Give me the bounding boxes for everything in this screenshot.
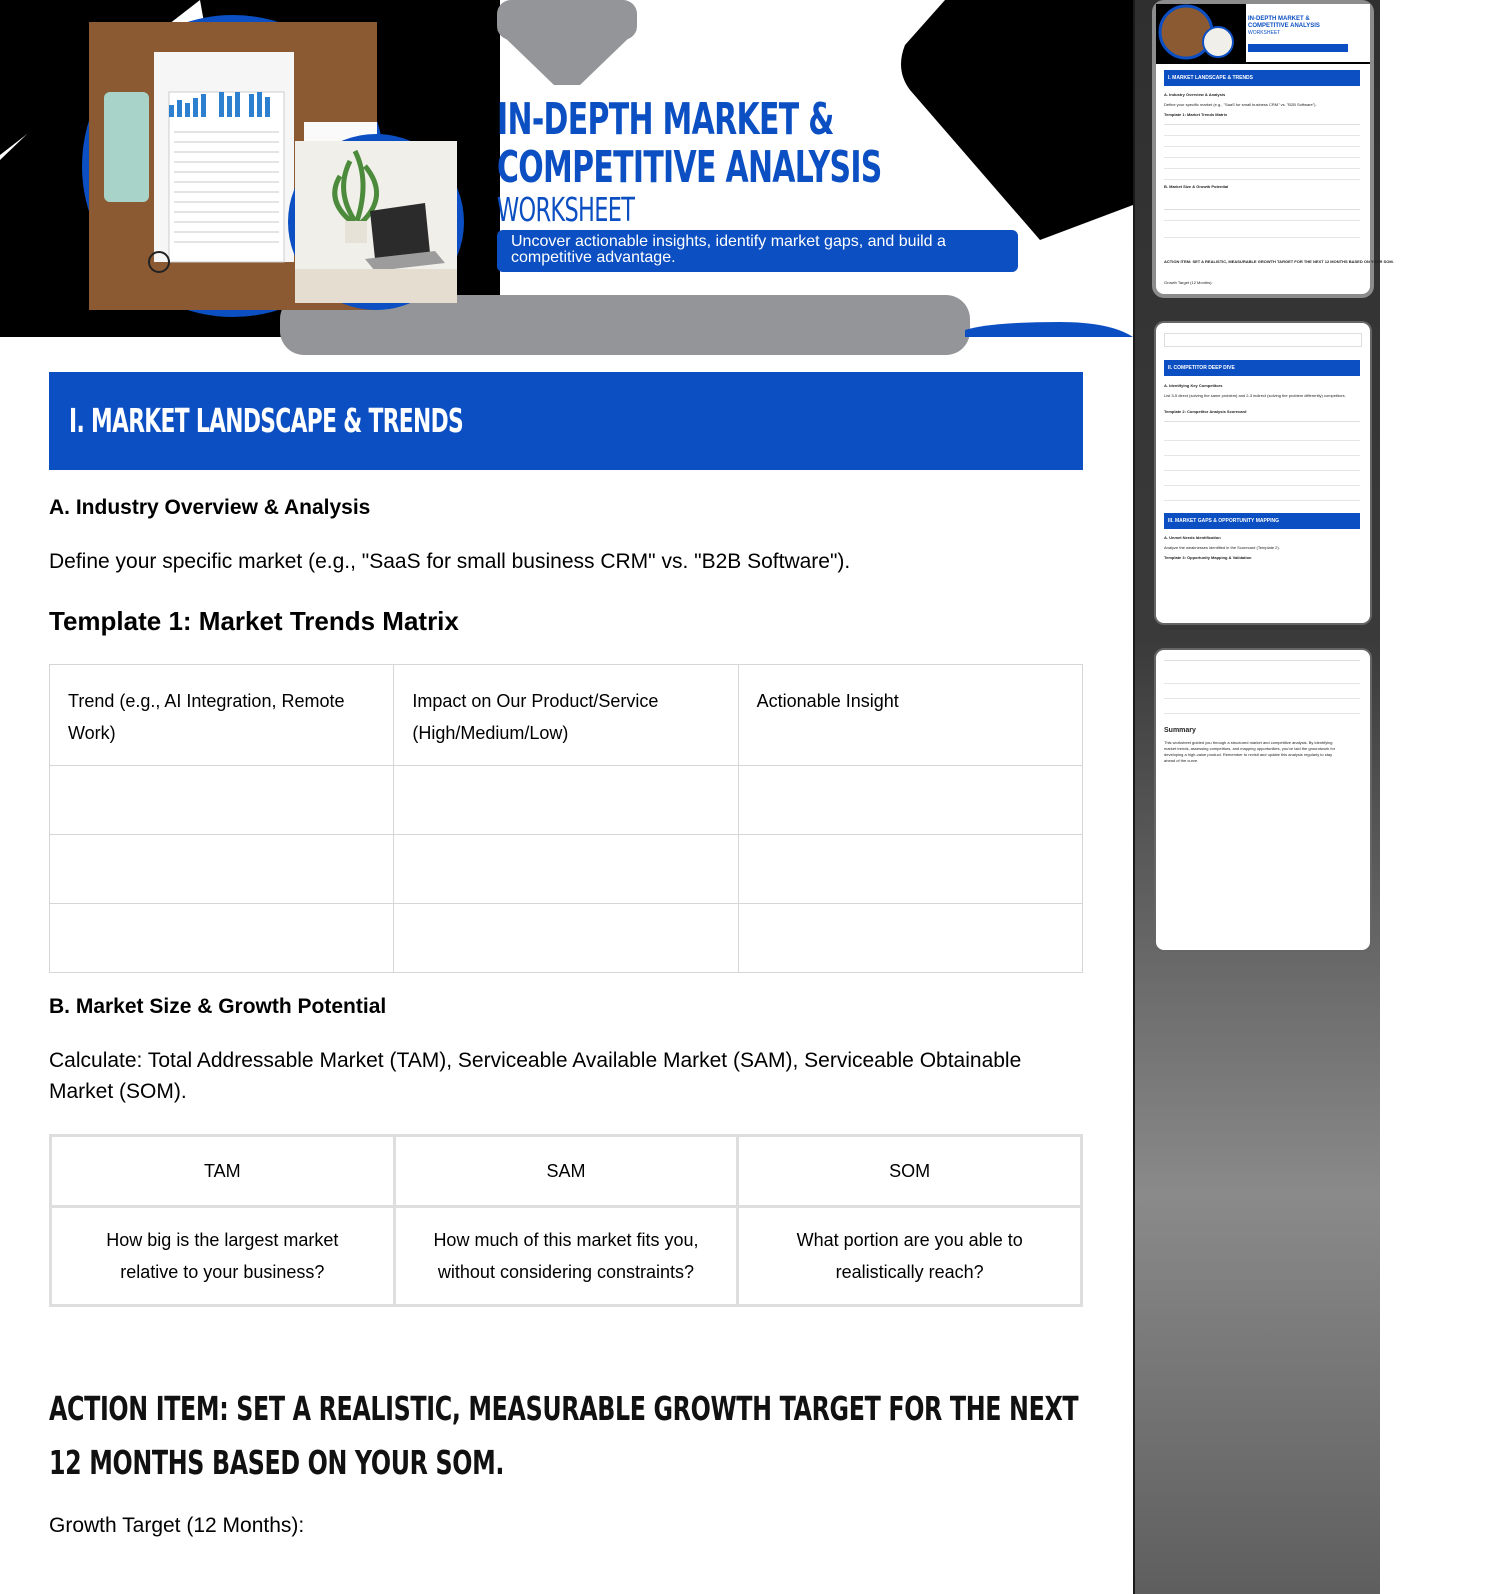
thumbnail-page-2[interactable] [1156, 323, 1370, 623]
thumbnail-page-3[interactable] [1156, 650, 1370, 950]
market-size-heading: B. Market Size & Growth Potential [49, 995, 387, 1018]
table-cell[interactable] [50, 835, 394, 904]
page-thumbnails-panel [1135, 0, 1394, 1594]
som-header: SOM [738, 1136, 1082, 1207]
thumb-line: Analyze the weaknesses identified in the Scorecard (Template 2). [1164, 545, 1280, 550]
thumb-line: ahead of the curve. [1164, 758, 1199, 763]
thumb-section-bar: II. COMPETITOR DEEP DIVE [1164, 360, 1360, 376]
crown-logo-icon: ♛ [46, 5, 70, 35]
thumbnail-page-1[interactable] [1156, 4, 1394, 294]
worksheet-title [497, 96, 1017, 228]
tam-question: How big is the largest market relative to your business? [51, 1207, 395, 1306]
action-item-heading [49, 1382, 1089, 1490]
thumb-table [1164, 333, 1362, 347]
title-line-2: COMPETITIVE ANALYSIS [497, 142, 882, 193]
industry-overview-text: Define your specific market (e.g., "SaaS for small business CRM" vs. "B2B Software"). [49, 550, 851, 573]
table-cell[interactable] [394, 835, 738, 904]
subtitle-banner: Uncover actionable insights, identify market gaps, and build a competitive advantage. [497, 230, 1018, 272]
sam-question: How much of this market fits you, without considering constraints? [394, 1207, 738, 1306]
thumb-summary-heading: Summary [1164, 727, 1196, 734]
table-cell[interactable] [738, 835, 1082, 904]
table-cell[interactable] [738, 904, 1082, 973]
table-cell[interactable] [50, 904, 394, 973]
table-cell[interactable] [738, 766, 1082, 835]
template1-heading: Template 1: Market Trends Matrix [49, 606, 459, 636]
thumb-section-bar: III. MARKET GAPS & OPPORTUNITY MAPPING [1164, 513, 1360, 529]
table-cell[interactable] [394, 766, 738, 835]
logo-sub: CONSULTING [35, 40, 81, 45]
thumb-line: Define your specific market (e.g., "SaaS for small business CRM" vs. "B2B Software"). [1164, 102, 1317, 107]
sam-header: SAM [394, 1136, 738, 1207]
column-header-trend: Trend (e.g., AI Integration, Remote Work) [50, 665, 394, 766]
tam-header-row [51, 1136, 1082, 1207]
thumb-table [1164, 660, 1360, 714]
thumb-section-bar: I. MARKET LANDSCAPE & TRENDS [1164, 70, 1360, 86]
column-header-insight: Actionable Insight [738, 665, 1082, 766]
thumb-table [1164, 209, 1360, 238]
thumb-line: market trends, assessing competitors, and mapping opportunities, you've laid the groundwork for [1164, 746, 1336, 751]
thumb-line: Growth Target (12 Months): [1164, 280, 1213, 285]
table-row [50, 904, 1083, 973]
title-line-3: WORKSHEET [497, 190, 635, 229]
thumb-line: A. Identifying Key Competitors [1164, 383, 1223, 388]
table-header-row [50, 665, 1083, 766]
table-cell[interactable] [394, 904, 738, 973]
thumb-line: developing a high-value product. Remember to revisit and update this analysis regularly to stay [1164, 752, 1333, 757]
table-cell[interactable] [50, 766, 394, 835]
thumb-title-a: IN-DEPTH MARKET & [1248, 16, 1310, 22]
thumb-line: Template 2: Competitor Analysis Scorecard [1164, 409, 1247, 414]
thumb-line: ACTION ITEM: SET A REALISTIC, MEASURABLE GROWTH TARGET FOR THE NEXT 12 MONTHS BASED ON YOUR SOM. [1164, 259, 1394, 264]
market-size-text: Calculate: Total Addressable Market (TAM), Serviceable Available Market (SAM), Serviceable Obtainable Market (SOM). [49, 1049, 1022, 1103]
som-question: What portion are you able to realistically reach? [738, 1207, 1082, 1306]
tam-header: TAM [51, 1136, 395, 1207]
thumb-line: A. Unmet Needs Identification [1164, 535, 1221, 540]
title-line-1: IN-DEPTH MARKET & [497, 94, 834, 145]
tam-sam-som-table [49, 1134, 1083, 1307]
market-trends-table [49, 664, 1083, 973]
table-row [50, 766, 1083, 835]
tam-question-row [51, 1207, 1082, 1306]
thumb-line: List 3-5 direct (solving the same problem) and 2-3 indirect (solving the problem differently) competitors. [1164, 393, 1346, 398]
thumb-table [1164, 124, 1360, 180]
company-logo [22, 6, 94, 45]
thumb-line: B. Market Size & Growth Potential [1164, 184, 1229, 189]
thumb-line: This worksheet guided you through a structured market and competitive analysis. By identifying [1164, 740, 1333, 745]
column-header-impact: Impact on Our Product/Service (High/Medium/Low) [394, 665, 738, 766]
laptop-illustration [295, 141, 457, 303]
section-title: I. MARKET LANDSCAPE & TRENDS [69, 401, 464, 440]
action-item-text: ACTION ITEM: SET A REALISTIC, MEASURABLE GROWTH TARGET FOR THE NEXT 12 MONTHS BASED ON YOUR SOM. [49, 1389, 1079, 1482]
thumb-title-b: COMPETITIVE ANALYSIS [1248, 23, 1320, 29]
thumb-table [1164, 421, 1360, 516]
industry-overview-heading: A. Industry Overview & Analysis [49, 496, 371, 519]
section-header-market-landscape [49, 372, 1083, 470]
laptop-photo [288, 134, 464, 310]
growth-target-label[interactable]: Growth Target (12 Months): [49, 1514, 305, 1537]
thumb-title-c: WORKSHEET [1248, 30, 1281, 36]
table-row [50, 835, 1083, 904]
thumb-line: A. Industry Overview & Analysis [1164, 92, 1226, 97]
thumb-line: Template 3: Opportunity Mapping & Validation [1164, 555, 1252, 560]
header-banner [0, 0, 1133, 337]
logo-brand: BLUE KINGDOM [33, 34, 83, 40]
thumb-line: Template 1: Market Trends Matrix [1164, 112, 1228, 117]
